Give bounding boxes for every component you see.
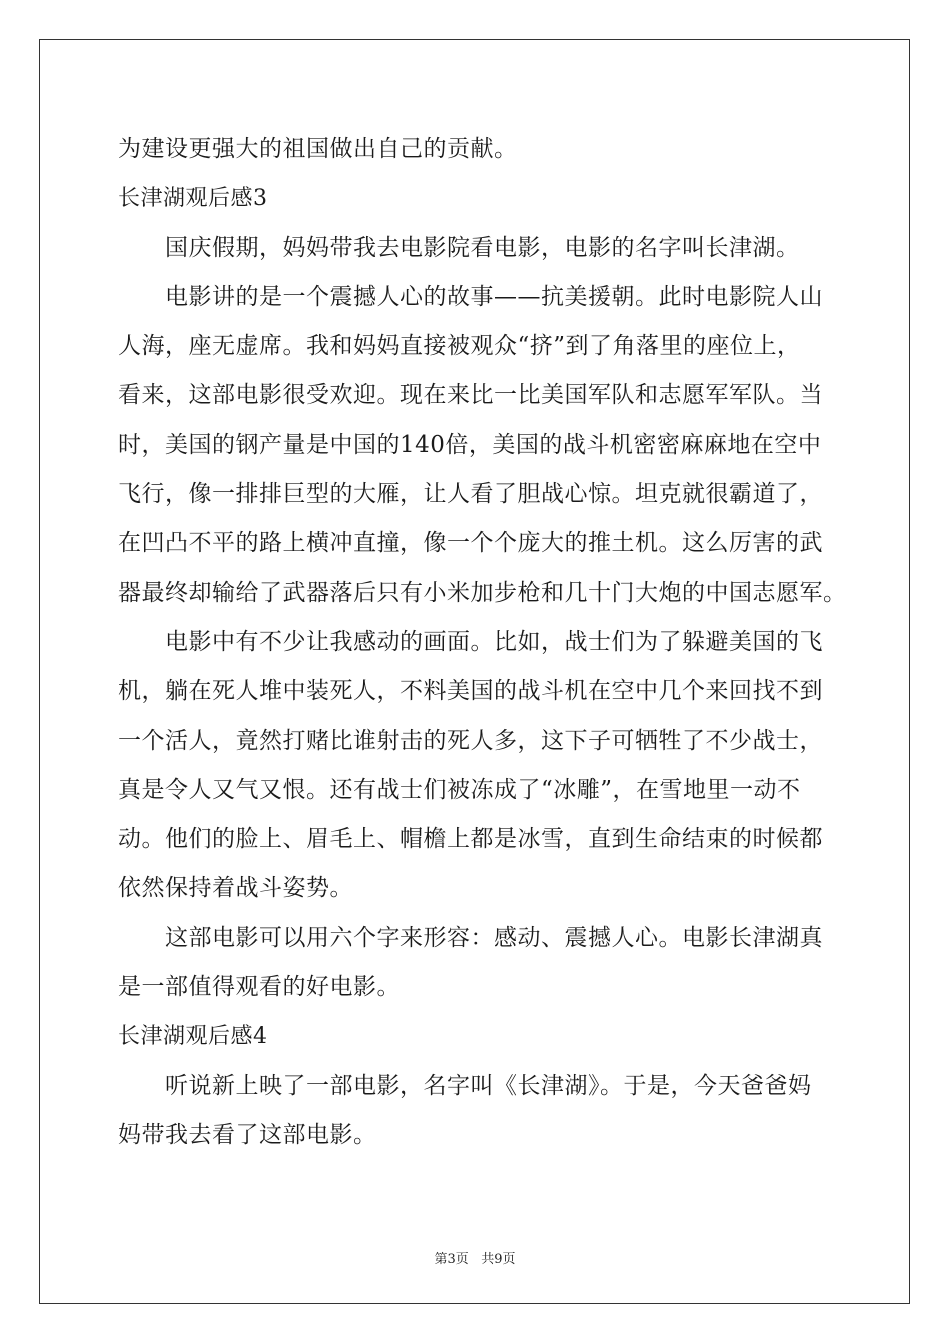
page-footer: [0, 1248, 950, 1267]
text-line: 是一部值得观看的好电影。: [118, 974, 400, 1001]
text-line: 妈带我去看了这部电影。: [118, 1121, 377, 1148]
paragraph-first-line: 听说新上映了一部电影，名字叫《长津湖》。于是，今天爸爸妈: [165, 1072, 812, 1099]
text-line: 动。他们的脸上、眉毛上、帽檐上都是冰雪，直到生命结束的时候都: [118, 826, 823, 853]
document-body: [118, 125, 847, 1160]
page-total: 共9页: [481, 1252, 516, 1267]
paragraph-first-line: 这部电影可以用六个字来形容：感动、震撼人心。电影长津湖真: [165, 924, 823, 951]
text-line: 为建设更强大的祖国做出自己的贡献。: [118, 136, 518, 162]
footer-spacer: [469, 1252, 481, 1267]
paragraph-first-line: 电影讲的是一个震撼人心的故事——抗美援朝。此时电影院人山: [165, 283, 823, 310]
text-line: 一个活人，竟然打赌比谁射击的死人多，这下子可牺牲了不少战士，: [118, 727, 823, 754]
text-line: 在凹凸不平的路上横冲直撞，像一个个庞大的推土机。这么厉害的武: [118, 530, 823, 557]
text-line: 看来，这部电影很受欢迎。现在来比一比美国军队和志愿军军队。当: [118, 382, 823, 409]
text-line: 机，躺在死人堆中装死人，不料美国的战斗机在空中几个来回找不到: [118, 678, 823, 705]
paragraph-first-line: 国庆假期，妈妈带我去电影院看电影，电影的名字叫长津湖。: [165, 234, 800, 261]
section-heading: 长津湖观后感3: [118, 186, 268, 212]
section-heading: 长津湖观后感4: [118, 1024, 268, 1050]
text-line: 人海，座无虚席。我和妈妈直接被观众“挤”到了角落里的座位上，: [118, 333, 801, 360]
text-line: 真是令人又气又恨。还有战士们被冻成了“冰雕”，在雪地里一动不: [118, 776, 801, 803]
text-line: 时，美国的钢产量是中国的140倍，美国的战斗机密密麻麻地在空中: [118, 431, 822, 458]
text-line: 依然保持着战斗姿势。: [118, 875, 353, 902]
text-line: 飞行，像一排排巨型的大雁，让人看了胆战心惊。坦克就很霸道了，: [118, 481, 823, 508]
text-line: 器最终却输给了武器落后只有小米加步枪和几十门大炮的中国志愿军。: [118, 579, 847, 606]
paragraph-first-line: 电影中有不少让我感动的画面。比如，战士们为了躲避美国的飞: [165, 628, 823, 655]
page-number: 第3页: [434, 1252, 469, 1267]
